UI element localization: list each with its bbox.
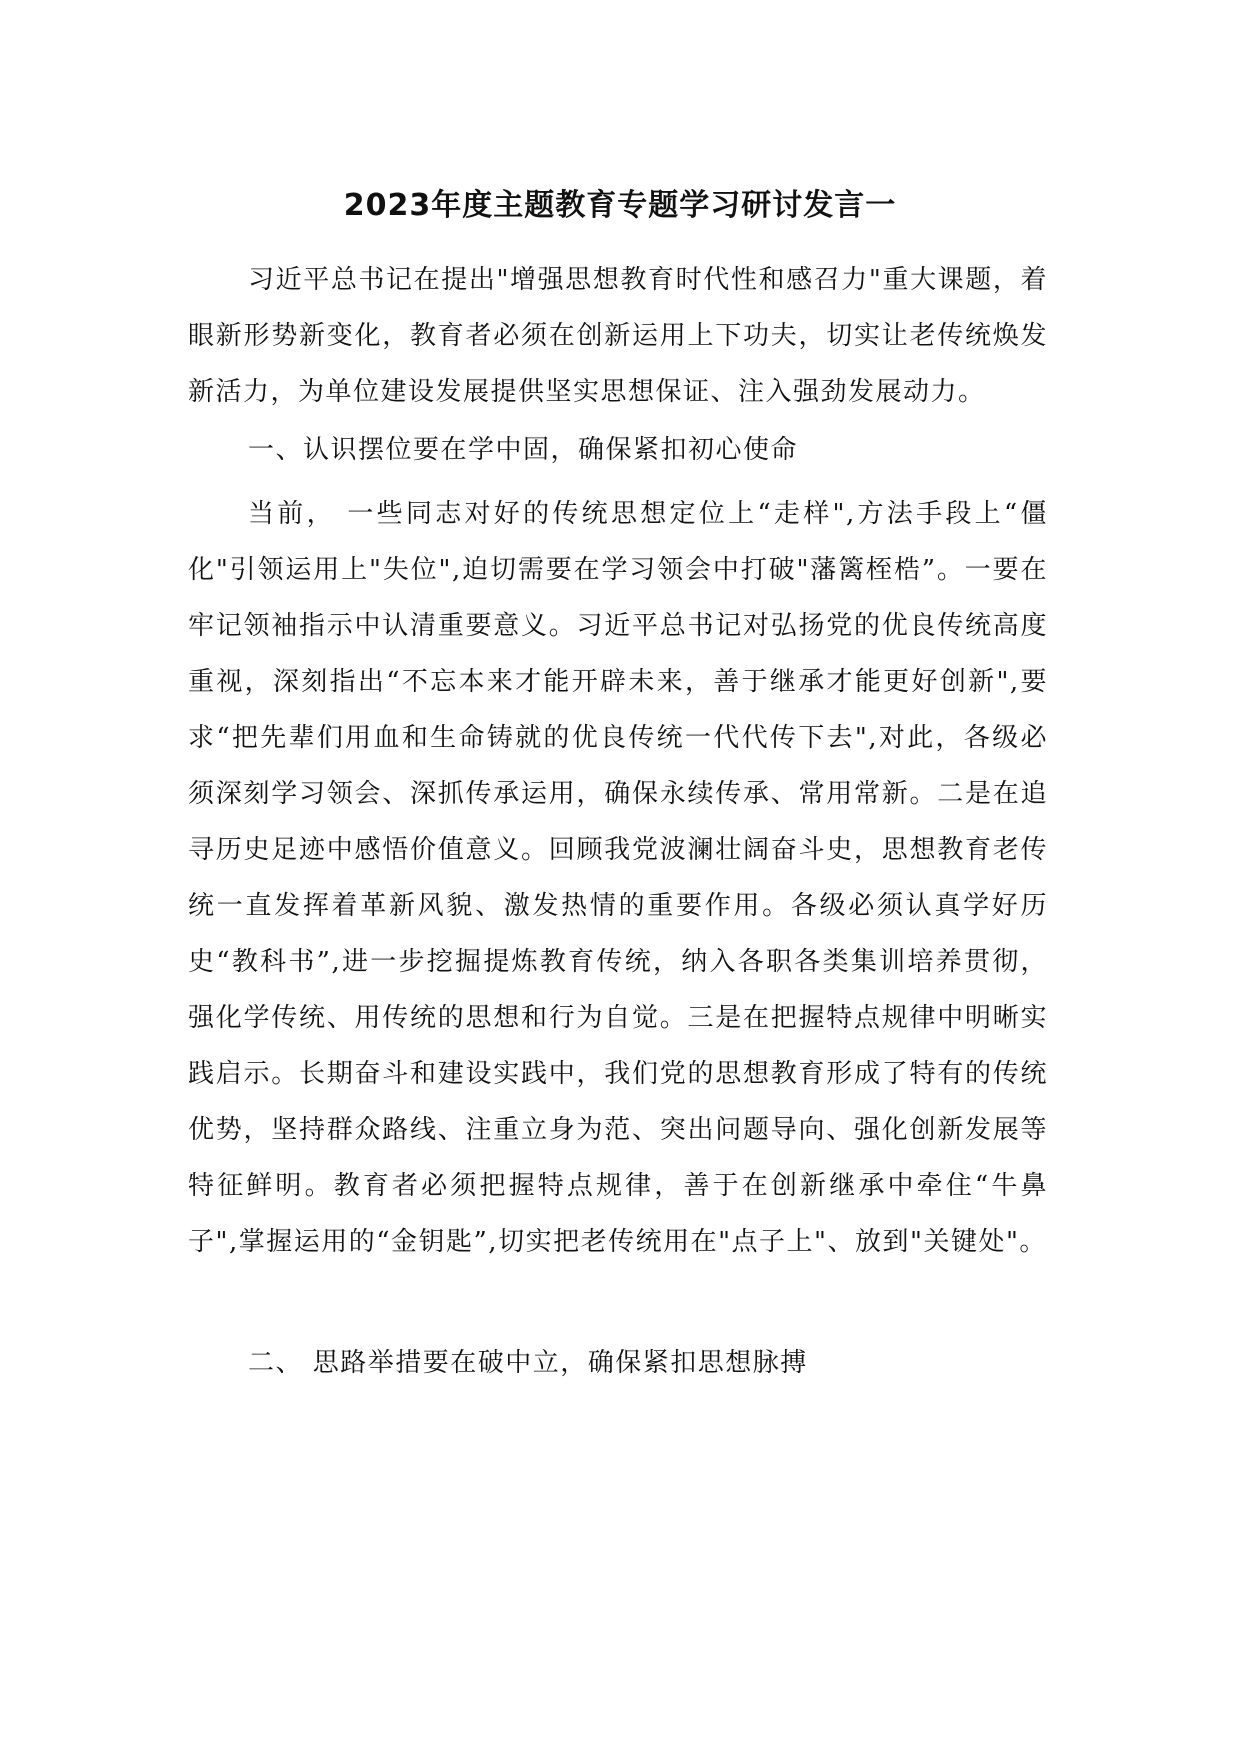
section-heading-2: 二、 思路举措要在破中立，确保紧扣思想脉搏 <box>248 1348 808 1378</box>
section-heading-1: 一、认识摆位要在学中固，确保紧扣初心使命 <box>248 435 799 465</box>
intro-paragraph: 习近平总书记在提出"增强思想教育时代性和感召力"重大课题，着眼新形势新变化，教育者必须在创新运用上下功夫，切实让老传统焕发新活力，为单位建设发展提供坚实思想保证、注入强劲发展动力。 <box>188 265 1048 407</box>
section-1-paragraph: 当前， 一些同志对好的传统思想定位上“走样",方法手段上“僵化"引领运用上"失位",迫切需要在学习领会中打破"藩篱桎梏”。一要在牢记领袖指示中认清重要意义。习近平总书记对弘扬党的优良传统高度重视，深刻指出“不忘本来才能开辟未来，善于继承才能更好创新",要求“把先辈们用血和生命铸就的优良传统一代代传下去",对此，各级必须深刻学习领会、深抓传承运用，确保永续传承、常用常新。二是在追寻历史足迹中感悟价值意义。回顾我党波澜壮阔奋斗史，思想教育老传统一直发挥着革新风貌、激发热情的重要作用。各级必须认真学好历史“教科书”,进一步挖掘提炼教育传统，纳入各职各类集训培养贯彻，强化学传统、用传统的思想和行为自觉。三是在把握特点规律中明晰实践启示。长期奋斗和建设实践中，我们党的思想教育形成了特有的传统优势，坚持群众路线、注重立身为范、突出问题导向、强化创新发展等特征鲜明。教育者必须把握特点规律，善于在创新继承中牵住“牛鼻子",掌握运用的“金钥匙”,切实把老传统用在"点子上"、放到"关键处"。 <box>188 499 1048 1257</box>
document-title: 2023年度主题教育专题学习研讨发言一 <box>343 188 897 223</box>
